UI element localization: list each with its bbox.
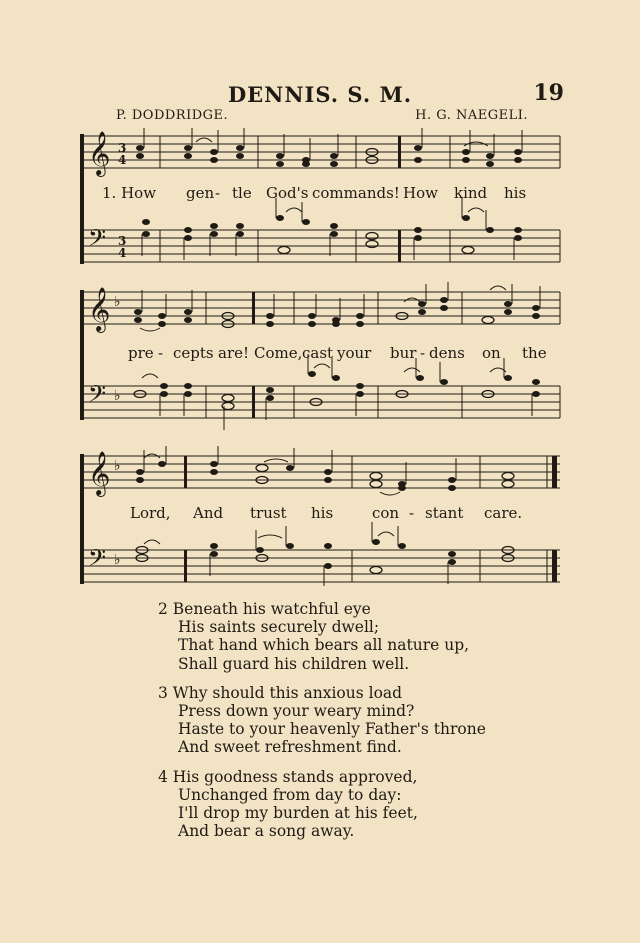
lyric-syllable: pre xyxy=(128,344,154,362)
stanza-3 xyxy=(158,684,486,757)
lyric-syllable: commands! xyxy=(312,184,400,202)
lyric-syllable: Lord, xyxy=(130,504,171,522)
svg-text:3: 3 xyxy=(118,141,127,155)
lyric-syllable: con xyxy=(372,504,400,522)
verse-line: Shall guard his children well. xyxy=(178,654,410,673)
lyric-syllable: are! xyxy=(218,344,250,362)
lyric-syllable: - xyxy=(158,344,164,362)
lyric-syllable: tle xyxy=(232,184,252,202)
lyrics-line-1 xyxy=(0,184,640,204)
lyric-syllable: - xyxy=(420,344,426,362)
verse-line: 4 His goodness stands approved, xyxy=(158,767,418,786)
stanza-4 xyxy=(158,768,486,841)
lyric-syllable: And xyxy=(193,504,224,522)
svg-text:♭: ♭ xyxy=(114,552,121,568)
lyric-syllable: on xyxy=(482,344,501,362)
lyric-syllable: - xyxy=(215,184,221,202)
hymn-title: DENNIS. S. M. xyxy=(227,82,413,107)
lyric-syllable: God's xyxy=(266,184,309,202)
svg-text:♭: ♭ xyxy=(114,388,121,404)
verse-line: I'll drop my burden at his feet, xyxy=(178,804,418,823)
svg-text:♭: ♭ xyxy=(114,458,121,474)
verse-line: Unchanged from day to day: xyxy=(178,785,402,804)
stanza-2 xyxy=(158,600,486,673)
hymn-composer: H. G. NAEGELI. xyxy=(415,108,528,123)
svg-text:𝄢: 𝄢 xyxy=(88,224,107,257)
svg-text:𝄢: 𝄢 xyxy=(88,544,107,577)
lyric-syllable: gen xyxy=(186,184,215,202)
lyric-syllable: dens xyxy=(429,344,465,362)
lyric-syllable: cast xyxy=(302,344,334,362)
verse-line: And bear a song away. xyxy=(178,822,355,841)
lyric-syllable: bur xyxy=(390,344,417,362)
svg-text:𝄢: 𝄢 xyxy=(88,380,107,413)
verse-line: 3 Why should this anxious load xyxy=(158,683,403,702)
lyric-syllable: the xyxy=(522,344,547,362)
lyric-syllable: kind xyxy=(454,184,488,202)
lyric-syllable: cepts xyxy=(173,344,214,362)
hymn-author: P. DODDRIDGE. xyxy=(116,108,229,123)
verse-line: 2 Beneath his watchful eye xyxy=(158,600,371,618)
verse-line: His saints securely dwell; xyxy=(178,618,380,637)
svg-text:3: 3 xyxy=(118,234,127,248)
svg-text:𝄞: 𝄞 xyxy=(88,287,111,331)
svg-text:𝄞: 𝄞 xyxy=(88,451,111,495)
lyrics-line-2 xyxy=(0,344,640,364)
lyric-syllable: - xyxy=(409,504,415,522)
verse-line: Press down your weary mind? xyxy=(178,702,415,721)
svg-text:4: 4 xyxy=(118,153,127,167)
verse-line: And sweet refreshment find. xyxy=(178,738,402,757)
svg-text:4: 4 xyxy=(118,246,127,260)
verses xyxy=(158,600,486,851)
lyric-syllable: stant xyxy=(425,504,464,522)
verse-line: That hand which bears all nature up, xyxy=(178,636,470,655)
lyric-syllable: his xyxy=(311,504,334,522)
svg-text:𝄞: 𝄞 xyxy=(88,131,111,175)
lyric-syllable: his xyxy=(504,184,527,202)
lyrics-line-3 xyxy=(0,504,640,524)
page-number: 19 xyxy=(533,80,564,106)
svg-text:♭: ♭ xyxy=(114,294,121,310)
lyric-syllable: care. xyxy=(484,504,523,522)
lyric-syllable: trust xyxy=(250,504,287,522)
lyric-syllable: How xyxy=(403,184,438,202)
lyric-syllable: Come, xyxy=(254,344,303,362)
lyric-syllable: 1. How xyxy=(102,184,157,202)
lyric-syllable: your xyxy=(337,344,372,362)
verse-line: Haste to your heavenly Father's throne xyxy=(178,720,486,739)
